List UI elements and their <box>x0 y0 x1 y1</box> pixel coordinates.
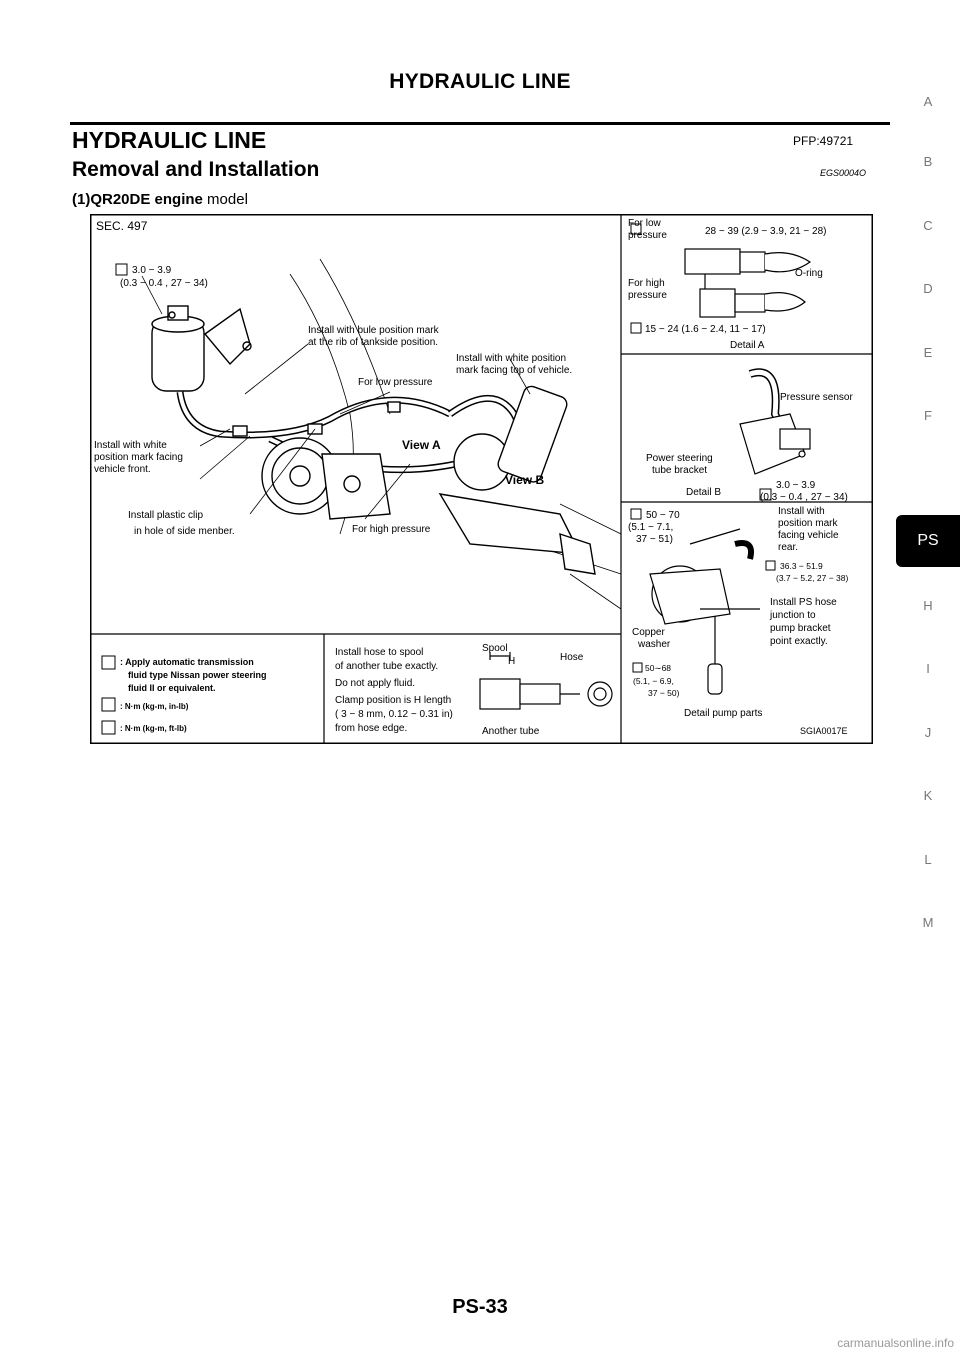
white-front-note: Install with white <box>94 440 167 451</box>
detail-a-high-label: pressure <box>628 290 667 301</box>
spool-note: Install hose to spool <box>335 647 424 658</box>
pump-torque: 50 − 70 <box>646 510 680 521</box>
pump-torque: (3.7 − 5.2, 27 − 38) <box>776 573 849 583</box>
rear-mark-note: facing vehicle <box>778 530 839 541</box>
detail-a-torque: 28 − 39 (2.9 − 3.9, 21 − 28) <box>705 226 827 237</box>
copper-washer-label: Copper <box>632 627 665 638</box>
hose-junction-note: pump bracket <box>770 623 831 634</box>
low-pressure-label: For low pressure <box>358 377 433 388</box>
white-top-note: Install with white position <box>456 353 567 364</box>
o-ring-label: O-ring <box>795 268 823 279</box>
torque-icon <box>631 509 641 519</box>
detail-a-high-label: For high <box>628 278 665 289</box>
view-a-label: View A <box>402 438 441 452</box>
side-tab-c[interactable]: C <box>923 218 933 233</box>
spool-illustration <box>480 652 612 709</box>
spool-note: of another tube exactly. <box>335 661 439 672</box>
model-line <box>72 191 248 208</box>
detail-b-torque: (0.3 − 0.4 , 27 − 34) <box>760 492 848 503</box>
legend-fluid: : Apply automatic transmission <box>120 657 254 667</box>
side-tab-h[interactable]: H <box>923 598 933 613</box>
blue-mark-note: Install with bule position mark <box>308 325 439 336</box>
spool-note: from hose edge. <box>335 723 408 734</box>
detail-b-title: Detail B <box>686 487 722 498</box>
side-tab-i[interactable]: I <box>926 661 930 676</box>
bracket-label: Power steering <box>646 453 713 464</box>
torque-ft-lb-icon <box>102 721 115 734</box>
white-front-note: vehicle front. <box>94 464 151 475</box>
hydraulic-line-diagram <box>90 214 873 744</box>
white-front-note: position mark facing <box>94 452 183 463</box>
spool-note: Do not apply fluid. <box>335 678 416 689</box>
side-tab-l[interactable]: L <box>924 852 932 867</box>
section-title: HYDRAULIC LINE <box>72 127 267 153</box>
hose-junction-note: point exactly. <box>770 636 828 647</box>
header-rule <box>70 122 890 125</box>
side-tab-ps-active[interactable] <box>896 515 960 567</box>
side-tab-m[interactable]: M <box>922 915 934 930</box>
copper-washer-label: washer <box>638 639 671 650</box>
detail-a-torque: 15 − 24 (1.6 − 2.4, 11 − 17) <box>645 324 766 335</box>
side-tab-a[interactable]: A <box>923 94 933 109</box>
figure-code: SGIA0017E <box>800 726 848 736</box>
spool-label: Spool <box>482 643 508 654</box>
pump-torque: 37 − 50) <box>648 688 680 698</box>
hose-junction-note: junction to <box>770 610 816 621</box>
blue-mark-note: at the rib of tankside position. <box>308 337 439 348</box>
torque-label: 3.0 − 3.9 <box>132 265 172 276</box>
pump-torque: (5.1 − 7.1, <box>628 522 674 533</box>
side-tab-e[interactable]: E <box>923 345 933 360</box>
h-label: H <box>508 656 516 667</box>
main-illustration <box>142 259 621 609</box>
torque-icon <box>116 264 127 275</box>
pressure-sensor-label: Pressure sensor <box>780 392 853 403</box>
pump-torque: 36.3 − 51.9 <box>780 561 823 571</box>
detail-a-low-label: pressure <box>628 230 667 241</box>
detail-a-low-label: For low <box>628 218 661 229</box>
pump-torque: (5.1, − 6.9, <box>633 676 674 686</box>
sec-label: SEC. 497 <box>96 219 148 233</box>
high-pressure-label: For high pressure <box>352 524 431 535</box>
fluid-icon <box>102 656 115 669</box>
side-tab-j[interactable]: J <box>924 725 932 740</box>
torque-icon <box>766 561 775 570</box>
detail-pump-title: Detail pump parts <box>684 708 763 719</box>
torque-icon <box>631 323 641 333</box>
pump-torque: 50∼68 <box>645 663 672 673</box>
pump-body <box>322 454 390 519</box>
legend-fluid: fluid type Nissan power steering <box>128 670 267 680</box>
side-tab-f[interactable]: F <box>924 408 932 423</box>
rear-mark-note: position mark <box>778 518 838 529</box>
legend-fluid: fluid II or equivalent. <box>128 683 216 693</box>
detail-a-illustration <box>685 249 810 317</box>
side-tab-b[interactable]: B <box>923 154 933 169</box>
model-suffix: model <box>202 191 248 208</box>
torque-in-lb-icon <box>102 698 115 711</box>
another-tube-label: Another tube <box>482 726 540 737</box>
side-tab-d[interactable]: D <box>923 281 933 296</box>
model-prefix: (1)QR20DE engine <box>72 191 203 208</box>
rear-mark-note: Install with <box>778 506 825 517</box>
torque-icon <box>633 663 642 672</box>
rear-mark-note: rear. <box>778 542 799 553</box>
bracket-label: tube bracket <box>652 465 708 476</box>
subsection-code: EGS0004O <box>820 168 867 178</box>
clip-note: in hole of side menber. <box>134 526 235 537</box>
page-number: PS-33 <box>452 1296 508 1318</box>
clip-note: Install plastic clip <box>128 510 204 521</box>
torque-label: (0.3 − 0.4 , 27 − 34) <box>120 278 208 289</box>
side-tab-k[interactable]: K <box>923 788 933 803</box>
side-tab-ps-label: PS <box>917 532 939 549</box>
part-code: PFP:49721 <box>793 134 854 148</box>
detail-b-illustration <box>740 372 810 474</box>
view-b-label: View B <box>505 473 545 487</box>
hose-junction-note: Install PS hose <box>770 597 837 608</box>
watermark[interactable]: carmanualsonline.info <box>837 1336 954 1350</box>
white-top-note: mark facing top of vehicle. <box>456 365 573 376</box>
spool-note: ( 3 − 8 mm, 0.12 − 0.31 in) <box>335 709 453 720</box>
reservoir-bracket <box>205 309 250 364</box>
spool-note: Clamp position is H length <box>335 695 452 706</box>
steering-gear <box>440 494 580 554</box>
legend-in-lb: : N·m (kg-m, in-lb) <box>120 702 189 711</box>
legend-ft-lb: : N·m (kg-m, ft-lb) <box>120 724 187 733</box>
hose-label: Hose <box>560 652 584 663</box>
detail-a-title: Detail A <box>730 340 765 351</box>
subsection-title: Removal and Installation <box>72 158 320 181</box>
running-header: HYDRAULIC LINE <box>389 70 571 93</box>
pump-torque: 37 − 51) <box>636 534 673 545</box>
detail-b-torque: 3.0 − 3.9 <box>776 480 816 491</box>
